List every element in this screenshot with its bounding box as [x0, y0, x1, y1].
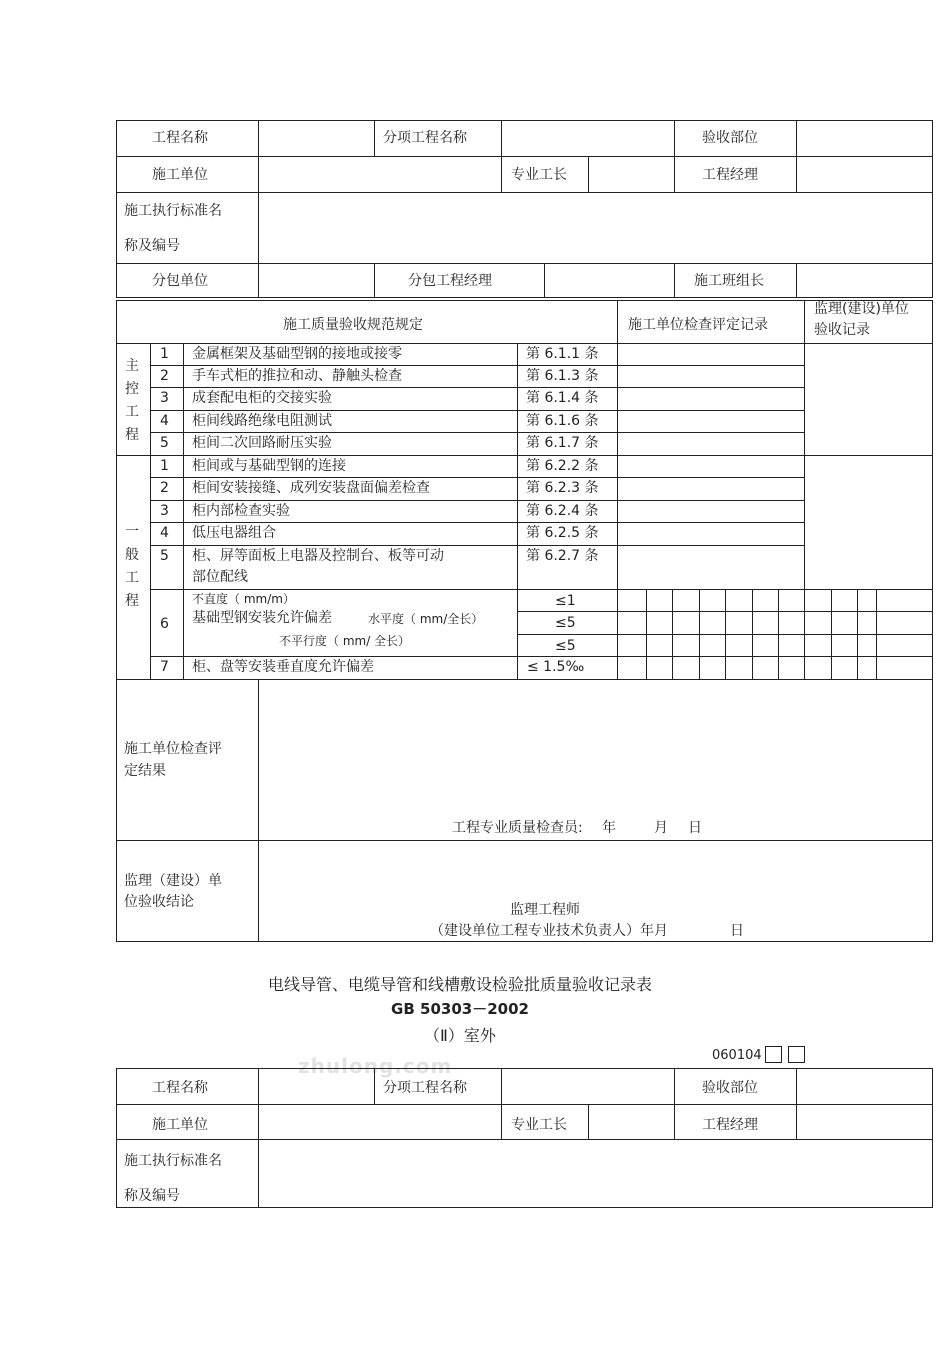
main-item-clause: 第 6.1.6 条 [526, 413, 599, 429]
foreman-field[interactable] [590, 1106, 672, 1137]
label-foreman: 专业工长 [511, 167, 567, 183]
main-item-text: 手车式柜的推拉和动、静触头检查 [192, 368, 402, 384]
limit-value: ≤1 [555, 593, 576, 609]
standard-field[interactable] [260, 194, 931, 261]
general-item-no: 6 [160, 616, 169, 632]
label-acceptance-part: 验收部位 [702, 1080, 758, 1096]
project-manager-field[interactable] [798, 158, 931, 190]
main-item-no: 5 [160, 435, 169, 451]
supervision-conclusion-field[interactable] [260, 842, 931, 897]
label-subcontractor: 分包单位 [152, 273, 208, 289]
form-standard: GB 50303－2002 [391, 1000, 529, 1018]
main-item-clause: 第 6.1.7 条 [526, 435, 599, 451]
sub-manager-field[interactable] [546, 265, 672, 296]
acceptance-part-field[interactable] [798, 1070, 931, 1102]
subcontractor-field[interactable] [260, 265, 372, 296]
label-standard-line2: 称及编号 [124, 1188, 180, 1204]
owner-responsible-label: （建设单位工程专业技术负责人）年月 [430, 923, 668, 939]
limit-value: ≤ 1.5‰ [527, 659, 585, 675]
general-item-clause: 第 6.2.7 条 [526, 548, 599, 564]
watermark: zhulong.com [298, 1054, 453, 1078]
main-item-no: 3 [160, 390, 169, 406]
general-item-text: 柜、盘等安装垂直度允许偏差 [192, 659, 374, 675]
label-project-manager: 工程经理 [702, 167, 758, 183]
code-box-1[interactable] [765, 1046, 782, 1063]
general-item-text: 低压电器组合 [192, 525, 276, 541]
main-item-text: 成套配电柜的交接实验 [192, 390, 332, 406]
day-label: 日 [688, 820, 702, 836]
construction-unit-field[interactable] [260, 1106, 499, 1137]
main-item-clause: 第 6.1.1 条 [526, 346, 599, 362]
label-foreman: 专业工长 [511, 1117, 567, 1133]
label-sub-manager: 分包工程经理 [408, 273, 492, 289]
col-spec-header: 施工质量验收规范规定 [283, 317, 423, 333]
main-items-label: 主控工程 [125, 358, 139, 443]
supervising-engineer-label: 监理工程师 [510, 902, 580, 918]
year-label: 年 [602, 820, 616, 836]
label-standard-line1: 施工执行标准名 [124, 203, 222, 219]
general-item-no: 5 [160, 548, 169, 564]
base-steel-deviation-label: 基础型钢安装允许偏差 [192, 610, 332, 626]
general-item-no: 7 [160, 659, 169, 675]
main-item-no: 2 [160, 368, 169, 384]
general-item-text: 柜间或与基础型钢的连接 [192, 458, 346, 474]
acceptance-part-field[interactable] [798, 122, 931, 154]
col-supervision-header-1: 监理(建设)单位 [814, 301, 909, 317]
day-label: 日 [730, 923, 744, 939]
general-item-text: 柜内部检查实验 [192, 503, 290, 519]
col-supervision-header-2: 验收记录 [814, 322, 870, 338]
month-label: 月 [654, 820, 668, 836]
main-item-no: 1 [160, 346, 169, 362]
general-item-text: 柜、屏等面板上电器及控制台、板等可动 [192, 548, 444, 564]
general-items-label: 一般工程 [125, 524, 139, 609]
limit-value: ≤5 [555, 615, 576, 631]
label-standard-line1: 施工执行标准名 [124, 1153, 222, 1169]
main-item-text: 柜间二次回路耐压实验 [192, 435, 332, 451]
main-item-clause: 第 6.1.3 条 [526, 368, 599, 384]
general-item-clause: 第 6.2.5 条 [526, 525, 599, 541]
general-item-no: 1 [160, 458, 169, 474]
project-name-field[interactable] [260, 122, 372, 154]
general-item-text-2: 部位配线 [192, 569, 248, 585]
result-label-1: 施工单位检查评 [124, 741, 222, 757]
label-construction-unit: 施工单位 [152, 167, 208, 183]
supervision-label-2: 位验收结论 [124, 894, 194, 910]
form-title: 电线导管、电缆导管和线槽敷设检验批质量验收记录表 [267, 975, 652, 994]
general-item-clause: 第 6.2.2 条 [526, 458, 599, 474]
level-label: 水平度（ mm/全长） [368, 612, 484, 626]
label-construction-unit: 施工单位 [152, 1117, 208, 1133]
main-item-no: 4 [160, 413, 169, 429]
label-project-manager: 工程经理 [702, 1117, 758, 1133]
label-sub-project-name: 分项工程名称 [383, 1080, 467, 1096]
general-item-clause: 第 6.2.4 条 [526, 503, 599, 519]
supervision-label-1: 监理（建设）单 [124, 873, 222, 889]
sub-project-name-field[interactable] [503, 1070, 672, 1102]
label-standard-line2: 称及编号 [124, 238, 180, 254]
general-item-no: 3 [160, 503, 169, 519]
general-item-clause: 第 6.2.3 条 [526, 480, 599, 496]
construction-unit-field[interactable] [260, 158, 499, 190]
general-item-no: 2 [160, 480, 169, 496]
code-box-2[interactable] [788, 1046, 805, 1063]
limit-value: ≤5 [555, 638, 576, 654]
team-leader-field[interactable] [798, 265, 931, 296]
foreman-field[interactable] [590, 158, 672, 190]
project-manager-field[interactable] [798, 1106, 931, 1137]
project-name-field[interactable] [260, 1070, 372, 1102]
label-team-leader: 施工班组长 [694, 273, 764, 289]
label-acceptance-part: 验收部位 [702, 130, 758, 146]
check-record-field[interactable] [619, 345, 803, 587]
general-item-text: 柜间安装接缝、成列安装盘面偏差检查 [192, 480, 430, 496]
supervision-record-field[interactable] [806, 345, 932, 587]
main-item-text: 金属框架及基础型钢的接地或接零 [192, 346, 402, 362]
form-code: 060104 [712, 1048, 762, 1063]
general-item-no: 4 [160, 525, 169, 541]
straightness-label: 不直度（ mm/m） [192, 592, 295, 606]
main-item-text: 柜间线路绝缘电阻测试 [192, 413, 332, 429]
form-subtitle: （Ⅱ）室外 [424, 1026, 496, 1045]
col-check-header: 施工单位检查评定记录 [628, 317, 768, 333]
check-result-field[interactable] [260, 681, 931, 811]
label-project-name: 工程名称 [152, 130, 208, 146]
main-item-clause: 第 6.1.4 条 [526, 390, 599, 406]
label-project-name: 工程名称 [152, 1080, 208, 1096]
result-label-2: 定结果 [124, 763, 166, 779]
standard-field[interactable] [260, 1141, 931, 1206]
label-sub-project-name: 分项工程名称 [383, 130, 467, 146]
parallel-label: 不平行度（ mm/ 全长） [279, 634, 411, 648]
inspector-label: 工程专业质量检查员: [452, 820, 583, 836]
sub-project-name-field[interactable] [503, 122, 672, 154]
